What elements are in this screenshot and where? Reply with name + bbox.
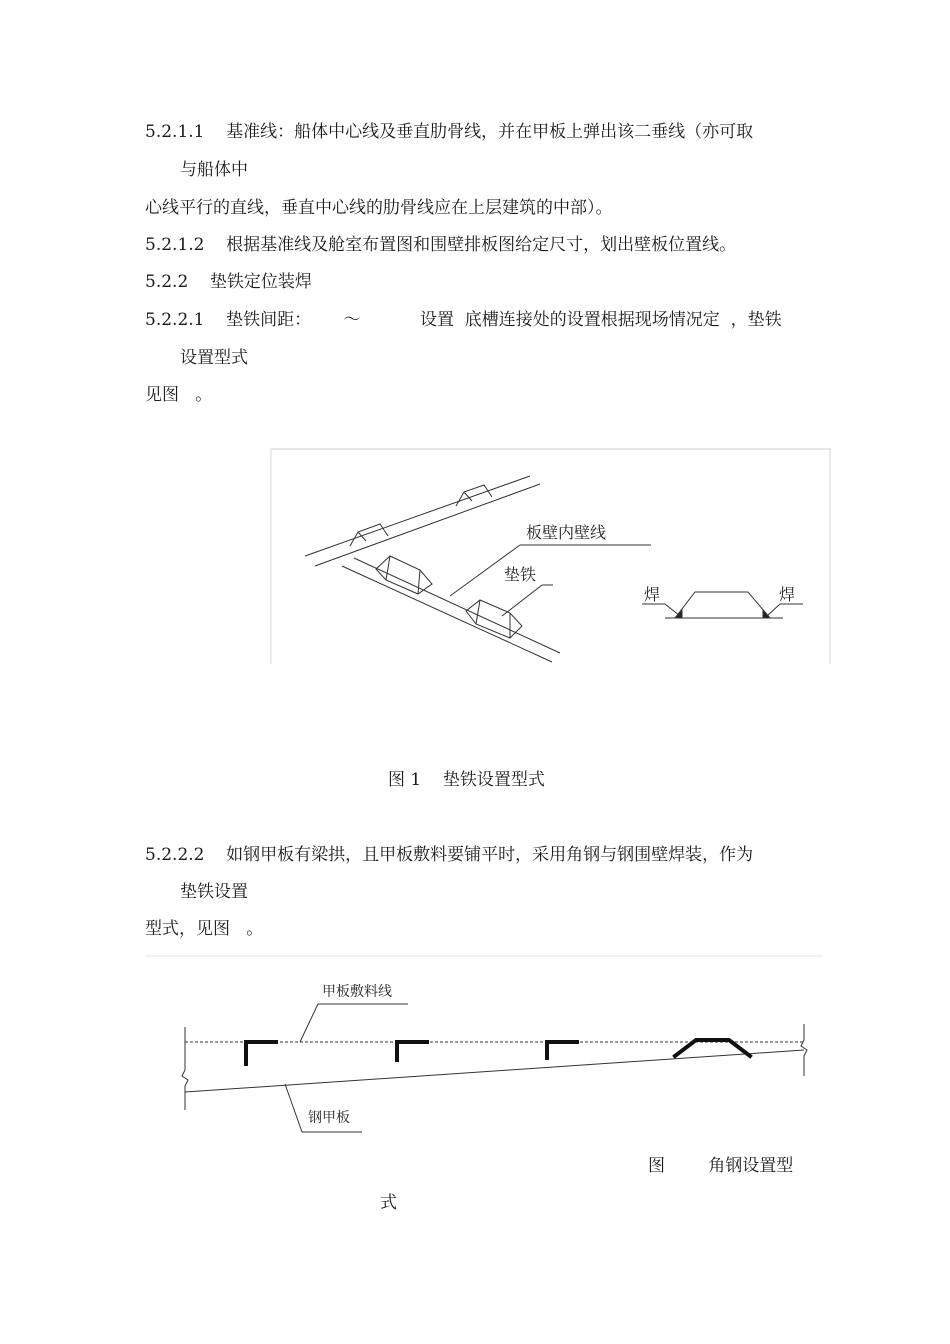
para-5-2-1-1-line2: 与船体中 (180, 160, 248, 180)
figure-1-caption: 图 1 垫铁设置型式 (388, 770, 545, 790)
section-heading-5-2-2: 5.2.2 垫铁定位装焊 (145, 272, 312, 292)
para-5-2-1-1-line1: 5.2.1.1 基准线：船体中心线及垂直肋骨线，并在甲板上弹出该二垂线（亦可取 (145, 122, 754, 142)
figure-1-pad-diagram (270, 448, 832, 666)
para-5-2-2-1-line1: 5.2.2.1 垫铁间距： ～ 设置 底槽连接处的设置根据现场情况定 ，垫铁 (145, 310, 782, 330)
label-weld-right: 焊 (779, 585, 796, 604)
para-5-2-2-1-line3: 见图 。 (145, 385, 213, 405)
para-5-2-2-2-line2: 垫铁设置 (180, 882, 248, 902)
para-5-2-1-2: 5.2.1.2 根据基准线及舱室布置图和围壁排板图给定尺寸，划出壁板位置线。 (145, 235, 737, 255)
figure-2-caption-line2: 式 (380, 1193, 397, 1213)
para-5-2-2-2-line3: 型式，见图 。 (145, 919, 264, 939)
para-5-2-2-1-line2: 设置型式 (180, 348, 248, 368)
para-5-2-1-1-line3: 心线平行的直线，垂直中心线的肋骨线应在上层建筑的中部）。 (145, 198, 613, 218)
label-pad: 垫铁 (504, 565, 537, 584)
figure-2-angle-steel-diagram (140, 952, 830, 1140)
label-weld-left: 焊 (644, 585, 661, 604)
label-deck-covering-line: 甲板敷料线 (322, 984, 392, 1000)
label-wall-inner-line: 板壁内壁线 (526, 523, 607, 542)
figure-2-caption-line1: 图 角钢设置型 (648, 1156, 794, 1176)
para-5-2-2-2-line1: 5.2.2.2 如钢甲板有梁拱，且甲板敷料要铺平时，采用角钢与钢围壁焊装，作为 (145, 845, 754, 865)
label-steel-deck: 钢甲板 (308, 1110, 350, 1126)
